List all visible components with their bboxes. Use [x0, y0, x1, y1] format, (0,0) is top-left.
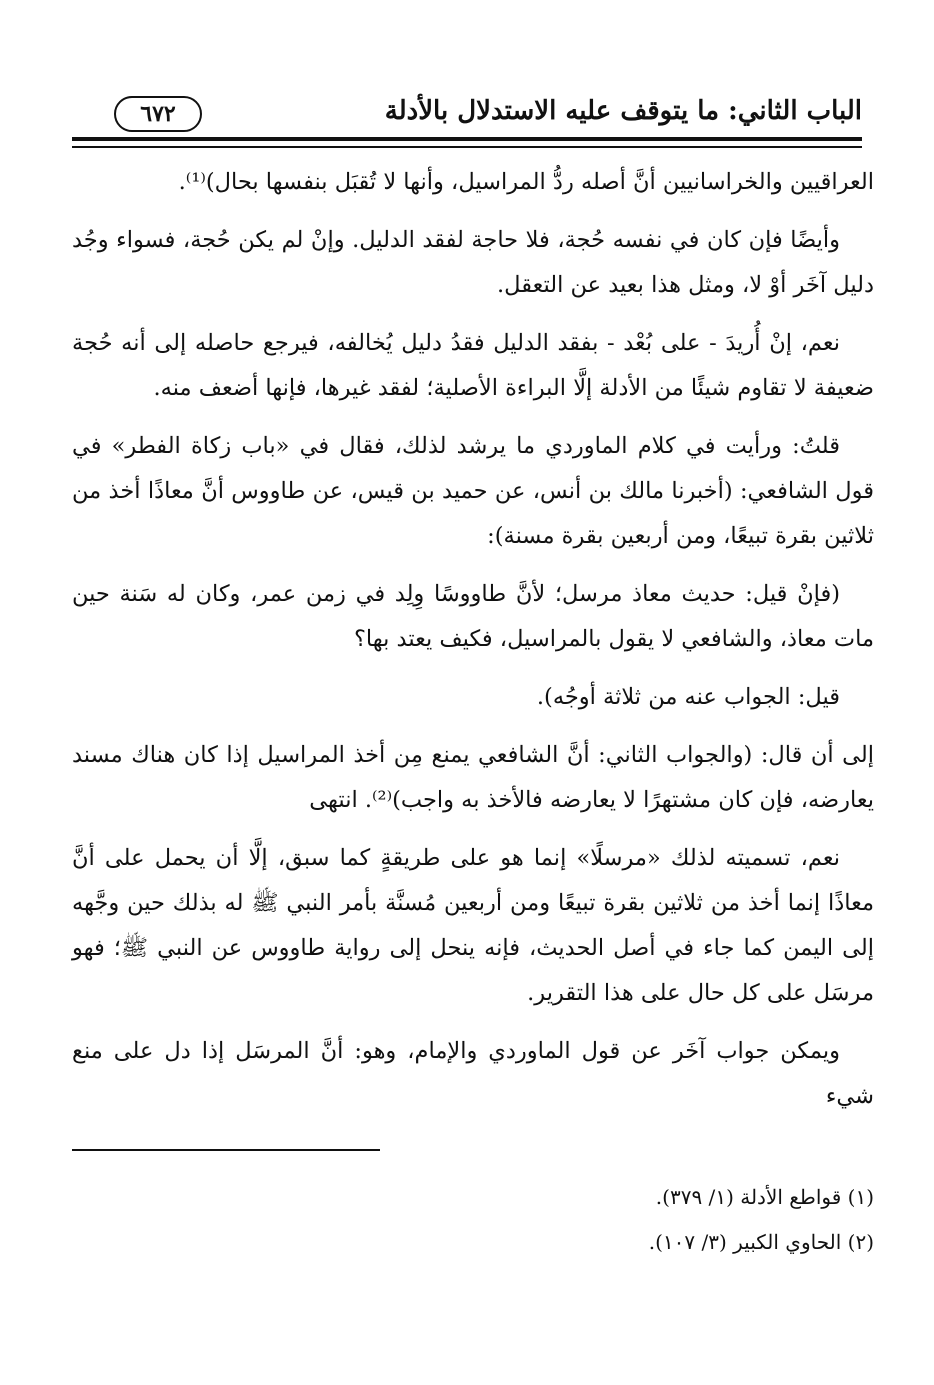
- paragraph: قيل: الجواب عنه من ثلاثة أوجُه).: [536, 684, 840, 710]
- footnote-separator: [72, 1149, 380, 1151]
- paragraph: وأيضًا فإن كان في نفسه حُجة، فلا حاجة لفقد الدليل. وإنْ لم يكن حُجة، فسواء وجُد دليل آخَر أوْ لا، ومثل هذا بعيد عن التعقل.: [72, 227, 874, 298]
- paragraph: قلتُ: ورأيت في كلام الماوردي ما يرشد لذلك، فقال في «باب زكاة الفطر» في قول الشافعي: (أخبرنا مالك بن أنس، عن حميد بن قيس، عن طاووس أنَّ معاذًا أخذ من ثلاثين بقرة تبيعًا، ومن أربعين بقرة مسنة):: [72, 433, 874, 549]
- header-rule-thick: [72, 137, 862, 141]
- body-text: [72, 160, 874, 1132]
- chapter-title: الباب الثاني: ما يتوقف عليه الاستدلال بالأدلة: [384, 96, 862, 126]
- paragraph: (فإنْ قيل: حديث معاذ مرسل؛ لأنَّ طاووسًا وِلِد في زمن عمر، وكان له سَنة حين مات معاذ، والشافعي لا يقول بالمراسيل، فكيف يعتد بها؟: [72, 581, 874, 652]
- footnote: (١) قواطع الأدلة (١/ ٣٧٩).: [655, 1185, 874, 1209]
- paragraph: نعم، إنْ أُريدَ - على بُعْد - بفقد الدليل فقدُ دليل يُخالفه، فيرجع حاصله إلى أنه حُجة ضعيفة لا تقاوم شيئًا من الأدلة إلَّا البراءة الأصلية؛ لفقد غيرها، فإنها أضعف منه.: [72, 330, 874, 401]
- page-header: [72, 92, 862, 140]
- paragraph: نعم، تسميته لذلك «مرسلًا» إنما هو على طريقةٍ كما سبق، إلَّا أن يحمل على أنَّ معاذًا إنما أخذ من ثلاثين بقرة تبيعًا ومن أربعين مُسنَّة بأمر النبي ﷺ له بذلك حين وجَّهه إلى اليمن كما جاء في أصل الحديث، فإنه ينحل إلى رواية طاووس عن النبي ﷺ؛ فهو مرسَل على كل حال على هذا التقرير.: [72, 845, 874, 1006]
- footnotes: [72, 1175, 874, 1265]
- header-rule-thin: [72, 146, 862, 148]
- paragraph: العراقيين والخراسانيين أنَّ أصله ردُّ المراسيل، وأنها لا تُقبَل بنفسها بحال)⁽¹⁾.: [178, 169, 874, 195]
- footnote: (٢) الحاوي الكبير (٣/ ١٠٧).: [648, 1230, 874, 1254]
- paragraph: إلى أن قال: (والجواب الثاني: أنَّ الشافعي يمنع مِن أخذ المراسيل إذا كان هناك مسند يعارضه، فإن كان مشتهرًا لا يعارضه فالأخذ به واجب)⁽²⁾. انتهى: [72, 742, 874, 813]
- paragraph: ويمكن جواب آخَر عن قول الماوردي والإمام، وهو: أنَّ المرسَل إذا دل على منع شيء: [72, 1038, 874, 1109]
- page-number: ٦٧٢: [114, 96, 202, 132]
